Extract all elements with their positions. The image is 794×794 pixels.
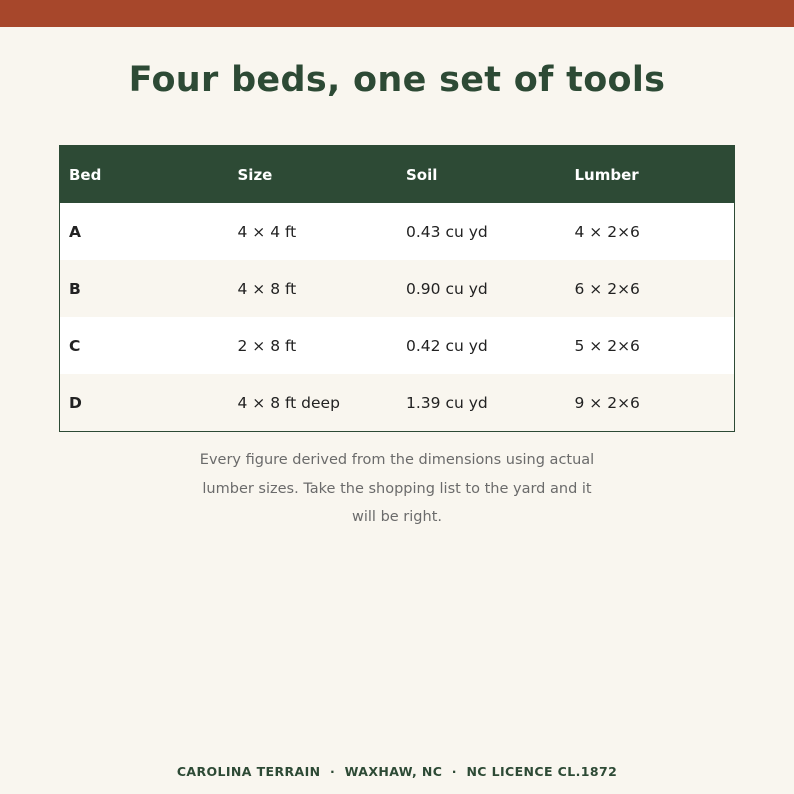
bed-cell: A [69, 222, 81, 241]
size-cell: 4 × 8 ft [237, 279, 297, 298]
beds-table-container [59, 145, 735, 432]
soil-cell: 1.39 cu yd [406, 393, 488, 412]
lumber-cell: 6 × 2×6 [574, 279, 640, 298]
beds-table [60, 146, 734, 431]
column-header-size: Size [237, 165, 273, 184]
column-header-bed: Bed [69, 165, 102, 184]
soil-cell: 0.43 cu yd [406, 222, 488, 241]
top-accent-bar [0, 0, 794, 27]
table-row [60, 374, 734, 431]
page-title: Four beds, one set of tools [128, 60, 666, 100]
size-cell: 2 × 8 ft [237, 336, 297, 355]
table-row [60, 317, 734, 374]
bed-cell: C [69, 336, 81, 355]
lumber-cell: 5 × 2×6 [574, 336, 640, 355]
bed-cell: B [69, 279, 81, 298]
soil-cell: 0.42 cu yd [406, 336, 488, 355]
table-header-row [60, 146, 734, 203]
lumber-cell: 9 × 2×6 [574, 393, 640, 412]
table-row [60, 203, 734, 260]
table-row [60, 260, 734, 317]
size-cell: 4 × 4 ft [237, 222, 297, 241]
footnote-text: Every figure derived from the dimensions using actual lumber sizes. Take the shopping list to the yard and it will be right. [199, 452, 595, 525]
size-cell: 4 × 8 ft deep [237, 393, 340, 412]
soil-cell: 0.90 cu yd [406, 279, 488, 298]
company-footer: CAROLINA TERRAIN · WAXHAW, NC · NC LICENCE CL.1872 [176, 764, 618, 779]
bed-cell: D [69, 393, 82, 412]
column-header-lumber: Lumber [574, 165, 639, 184]
column-header-soil: Soil [406, 165, 438, 184]
lumber-cell: 4 × 2×6 [574, 222, 640, 241]
